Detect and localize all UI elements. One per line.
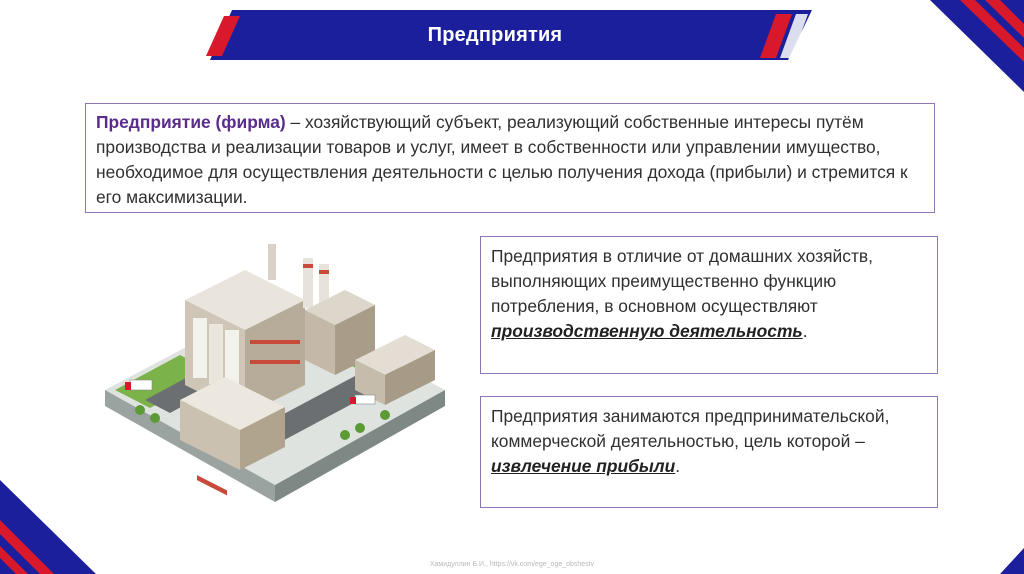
- factory-illustration: [85, 240, 460, 510]
- info-box-profit: [480, 396, 938, 508]
- info-box-production-end: .: [802, 321, 808, 341]
- definition-text: – хозяйствующий субъект, реализующий собственные интересы путём производства и реализации товаров и услуг, имеет в собственности или управлении имущество, необходимое для осуществления деятельности с целью получения дохода (прибыли) и стремится к его максимизации.: [96, 112, 908, 207]
- definition-term: Предприятие (фирма): [96, 112, 286, 132]
- info-box-production-text: Предприятия в отличие от домашних хозяйств, выполняющих преимущественно функцию потребления, в основном осуществляют: [491, 246, 873, 316]
- info-box-production: [480, 236, 938, 374]
- footer-credit: Хамидуллин Б.И., https://vk.com/ege_oge_obshestv: [429, 561, 595, 568]
- definition-box: [85, 103, 935, 213]
- info-box-profit-emphasis: извлечение прибыли: [491, 456, 676, 476]
- info-box-profit-end: .: [675, 456, 681, 476]
- info-box-profit-text: Предприятия занимаются предпринимательской, коммерческой деятельностью, цель которой –: [491, 406, 890, 451]
- info-box-production-emphasis: производственную деятельность: [491, 321, 803, 341]
- page-title: Предприятия: [427, 24, 563, 46]
